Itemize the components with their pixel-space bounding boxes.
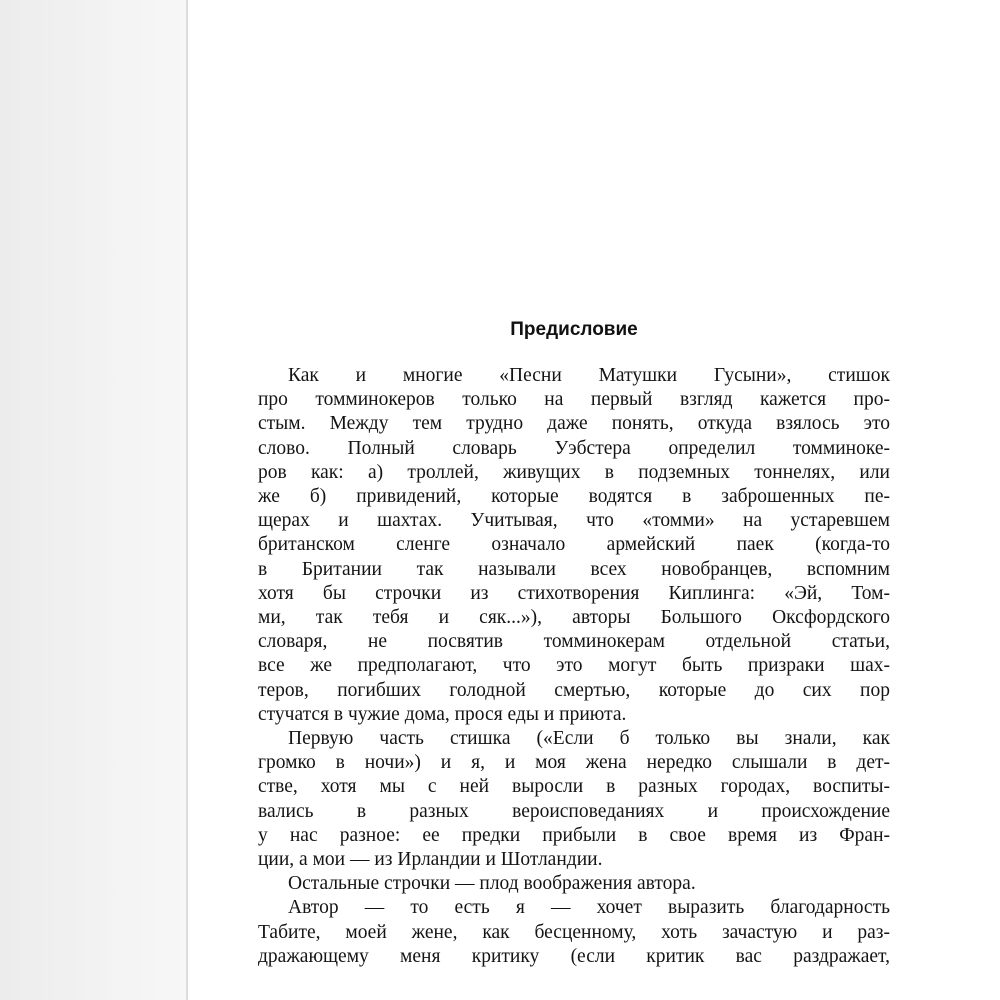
adjacent-page-shadow (0, 0, 186, 1000)
text-line: все же предполагают, что это могут быть призраки шах- (258, 655, 890, 677)
text-line: у нас разное: ее предки прибыли в свое время из Фран- (258, 824, 890, 846)
text-line: теров, погибших голодной смертью, которые до сих пор (258, 679, 890, 701)
text-line: про томминокеров только на первый взгляд кажется про- (258, 389, 890, 411)
text-line: в Британии так называли всех новобранцев, вспомним (258, 558, 890, 580)
text-line: Остальные строчки — плод воображения автора. (288, 873, 696, 895)
chapter-heading: Предисловие (510, 319, 638, 340)
text-line: Первую часть стишка («Если б только вы знали, как (288, 728, 890, 750)
text-line: ми, так тебя и сяк...»), авторы Большого Оксфордского (258, 607, 890, 629)
text-line: стучатся в чужие дома, прося еды и приюта. (258, 703, 627, 725)
text-line: хотя бы строчки из стихотворения Киплинга: «Эй, Том- (258, 582, 890, 604)
text-line: словаря, не посвятив томминокерам отдельной статьи, (258, 631, 890, 653)
text-line: вались в разных вероисповеданиях и происхождение (258, 800, 890, 822)
text-line: щерах и шахтах. Учитывая, что «томми» на устаревшем (258, 510, 890, 532)
text-line: громко в ночи») и я, и моя жена нередко слышали в дет- (258, 752, 890, 774)
text-line: британском сленге означало армейский паек (когда-то (258, 534, 890, 556)
text-line: Автор — то есть я — хочет выразить благодарность (288, 897, 890, 919)
text-line: стым. Между тем трудно даже понять, откуда взялось это (258, 413, 890, 435)
text-line: Табите, моей жене, как бесценному, хоть зачастую и раз- (258, 921, 890, 943)
text-line: слово. Полный словарь Уэбстера определил томминоке- (258, 437, 890, 459)
text-line: же б) привидений, которые водятся в заброшенных пе- (258, 486, 890, 508)
text-line: стве, хотя мы с ней выросли в разных городах, воспиты- (258, 776, 890, 798)
text-line: ров как: а) троллей, живущих в подземных тоннелях, или (258, 461, 890, 483)
text-line: ции, а мои — из Ирландии и Шотландии. (258, 849, 603, 871)
text-line: дражающему меня критику (если критик вас раздражает, (258, 945, 890, 967)
body-text (258, 364, 890, 969)
text-line: Как и многие «Песни Матушки Гусыни», стишок (288, 365, 890, 386)
